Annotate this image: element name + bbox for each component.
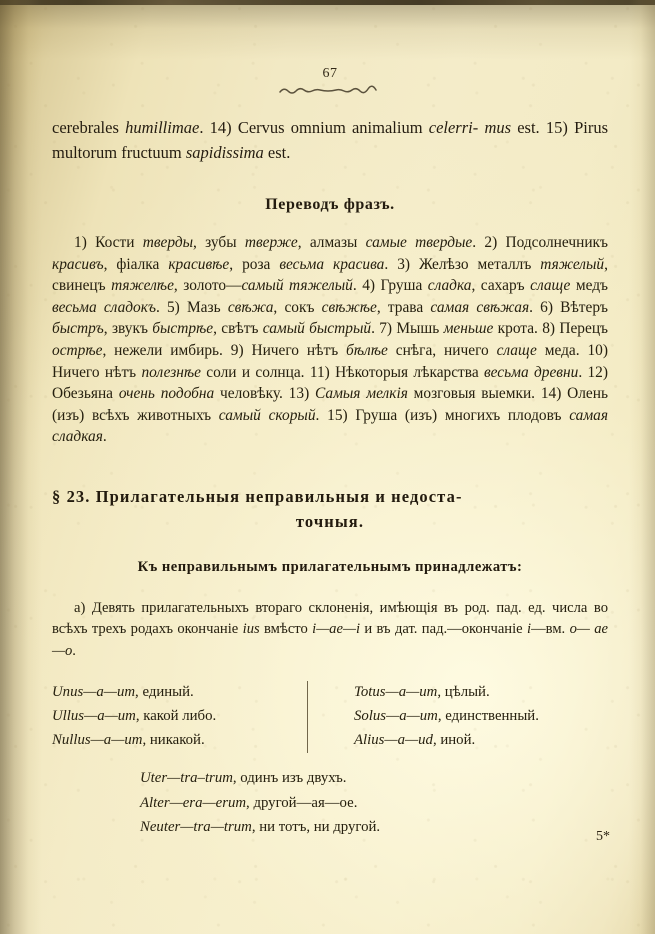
russian-gloss: , другой—ая—ое.: [246, 794, 358, 811]
paragraph-a: а) Девять прилагательныхъ втораго склоненія, имѣющія въ род. пад. ед. числа во всѣхъ трехъ родахъ окончаніе ius вмѣсто i—ae—i и въ дат. пад.—окончаніе i—вм. o— ae—o.: [52, 599, 608, 659]
signature-mark: 5*: [596, 829, 610, 844]
decorative-squiggle-icon: [278, 84, 382, 96]
word-list-entry: [140, 791, 608, 816]
latin-form: Alter—era—erum: [140, 794, 247, 811]
scan-shadow-left: [0, 0, 42, 934]
russian-gloss: , одинъ изъ двухъ.: [232, 770, 347, 787]
russian-gloss: , единственный.: [437, 708, 539, 725]
latin-form: Alius—a—ud: [354, 732, 433, 749]
russian-gloss: , цѣлый.: [437, 684, 490, 701]
section-subheading: Къ неправильнымъ прилагательнымъ принадлежатъ:: [137, 558, 523, 575]
word-list-entry: [354, 728, 608, 752]
word-list-entry: [52, 704, 330, 728]
latin-form: Totus—a—um: [354, 684, 438, 701]
russian-gloss: , какой либо.: [135, 708, 217, 725]
folio-number-text: 67: [322, 66, 338, 81]
translation-body: 1) Кости тверды, зубы тверже, алмазы самые твердые. 2) Подсолнечникъ красивъ, фіалка красивѣе, роза весьма красива. 3) Желѣзо металлъ тяжелый, свинецъ тяжелѣе, золото—самый тяжелый. 4) Груша сладка, сахаръ слаще медъ весьма сладокъ. 5) Мазь свѣжа, сокъ свѣжѣе, трава самая свѣжая. 6) Вѣтеръ быстръ, звукъ быстрѣе, свѣтъ самый быстрый. 7) Мышь меньше крота. 8) Перецъ острѣе, нежели имбирь. 9) Ничего нѣтъ бѣлѣе снѣга, ничего слаще меда. 10) Ничего нѣтъ полезнѣе соли и солнца. 11) Нѣкоторыя лѣкарства весьма древни. 12) Обезьяна очень подобна человѣку. 13) Самыя мелкія мозговыя выемки. 14) Олень (изъ) всѣхъ животныхъ самый скорый. 15) Груша (изъ) многихъ плодовъ самая сладкая.: [52, 234, 609, 446]
russian-gloss: , никакой.: [142, 732, 205, 749]
word-list-entry: [354, 704, 608, 728]
latin-form: Nullus—a—um: [52, 732, 143, 749]
russian-gloss: , единый.: [135, 684, 194, 701]
column-divider-rule: [307, 681, 308, 753]
section-heading-line-2: точныя.: [295, 511, 365, 531]
word-list-entry: [140, 815, 608, 840]
adjective-word-list: [52, 680, 608, 752]
word-list-column-right: [330, 680, 608, 752]
latin-form: Ullus—a—um: [52, 708, 136, 725]
page-text-block: [52, 0, 608, 934]
latin-form: Solus—a—um: [354, 708, 438, 725]
section-heading: [52, 484, 608, 534]
latin-exercise-line-1: cerebrales humillimae. 14) Cervus omnium animalium celerri-: [52, 118, 479, 137]
word-list-entry: [52, 680, 330, 704]
scan-shadow-right: [629, 0, 655, 934]
folio-number: [52, 66, 608, 96]
section-heading-line-1: § 23. Прилагательныя неправильныя и недоста-: [52, 486, 463, 506]
word-list-entry: [354, 680, 608, 704]
translation-heading: Переводъ фразъ.: [265, 196, 395, 213]
russian-gloss: , иной.: [432, 732, 476, 749]
latin-exercise-paragraph: [52, 115, 608, 165]
word-list-column-left: [52, 680, 330, 752]
latin-form: Neuter—tra—trum: [140, 819, 252, 836]
word-list-entry: [140, 766, 608, 791]
latin-form: Unus—a—um: [52, 684, 136, 701]
latin-exercise-line-2: mus est. 15) Pirus multorum fructuum sapidissima est.: [52, 118, 609, 162]
word-list-entry: [52, 728, 330, 752]
russian-gloss: , ни тотъ, ни другой.: [251, 819, 381, 836]
adjective-trio-list: [52, 766, 608, 840]
latin-form: Uter—tra–trum: [140, 770, 233, 787]
